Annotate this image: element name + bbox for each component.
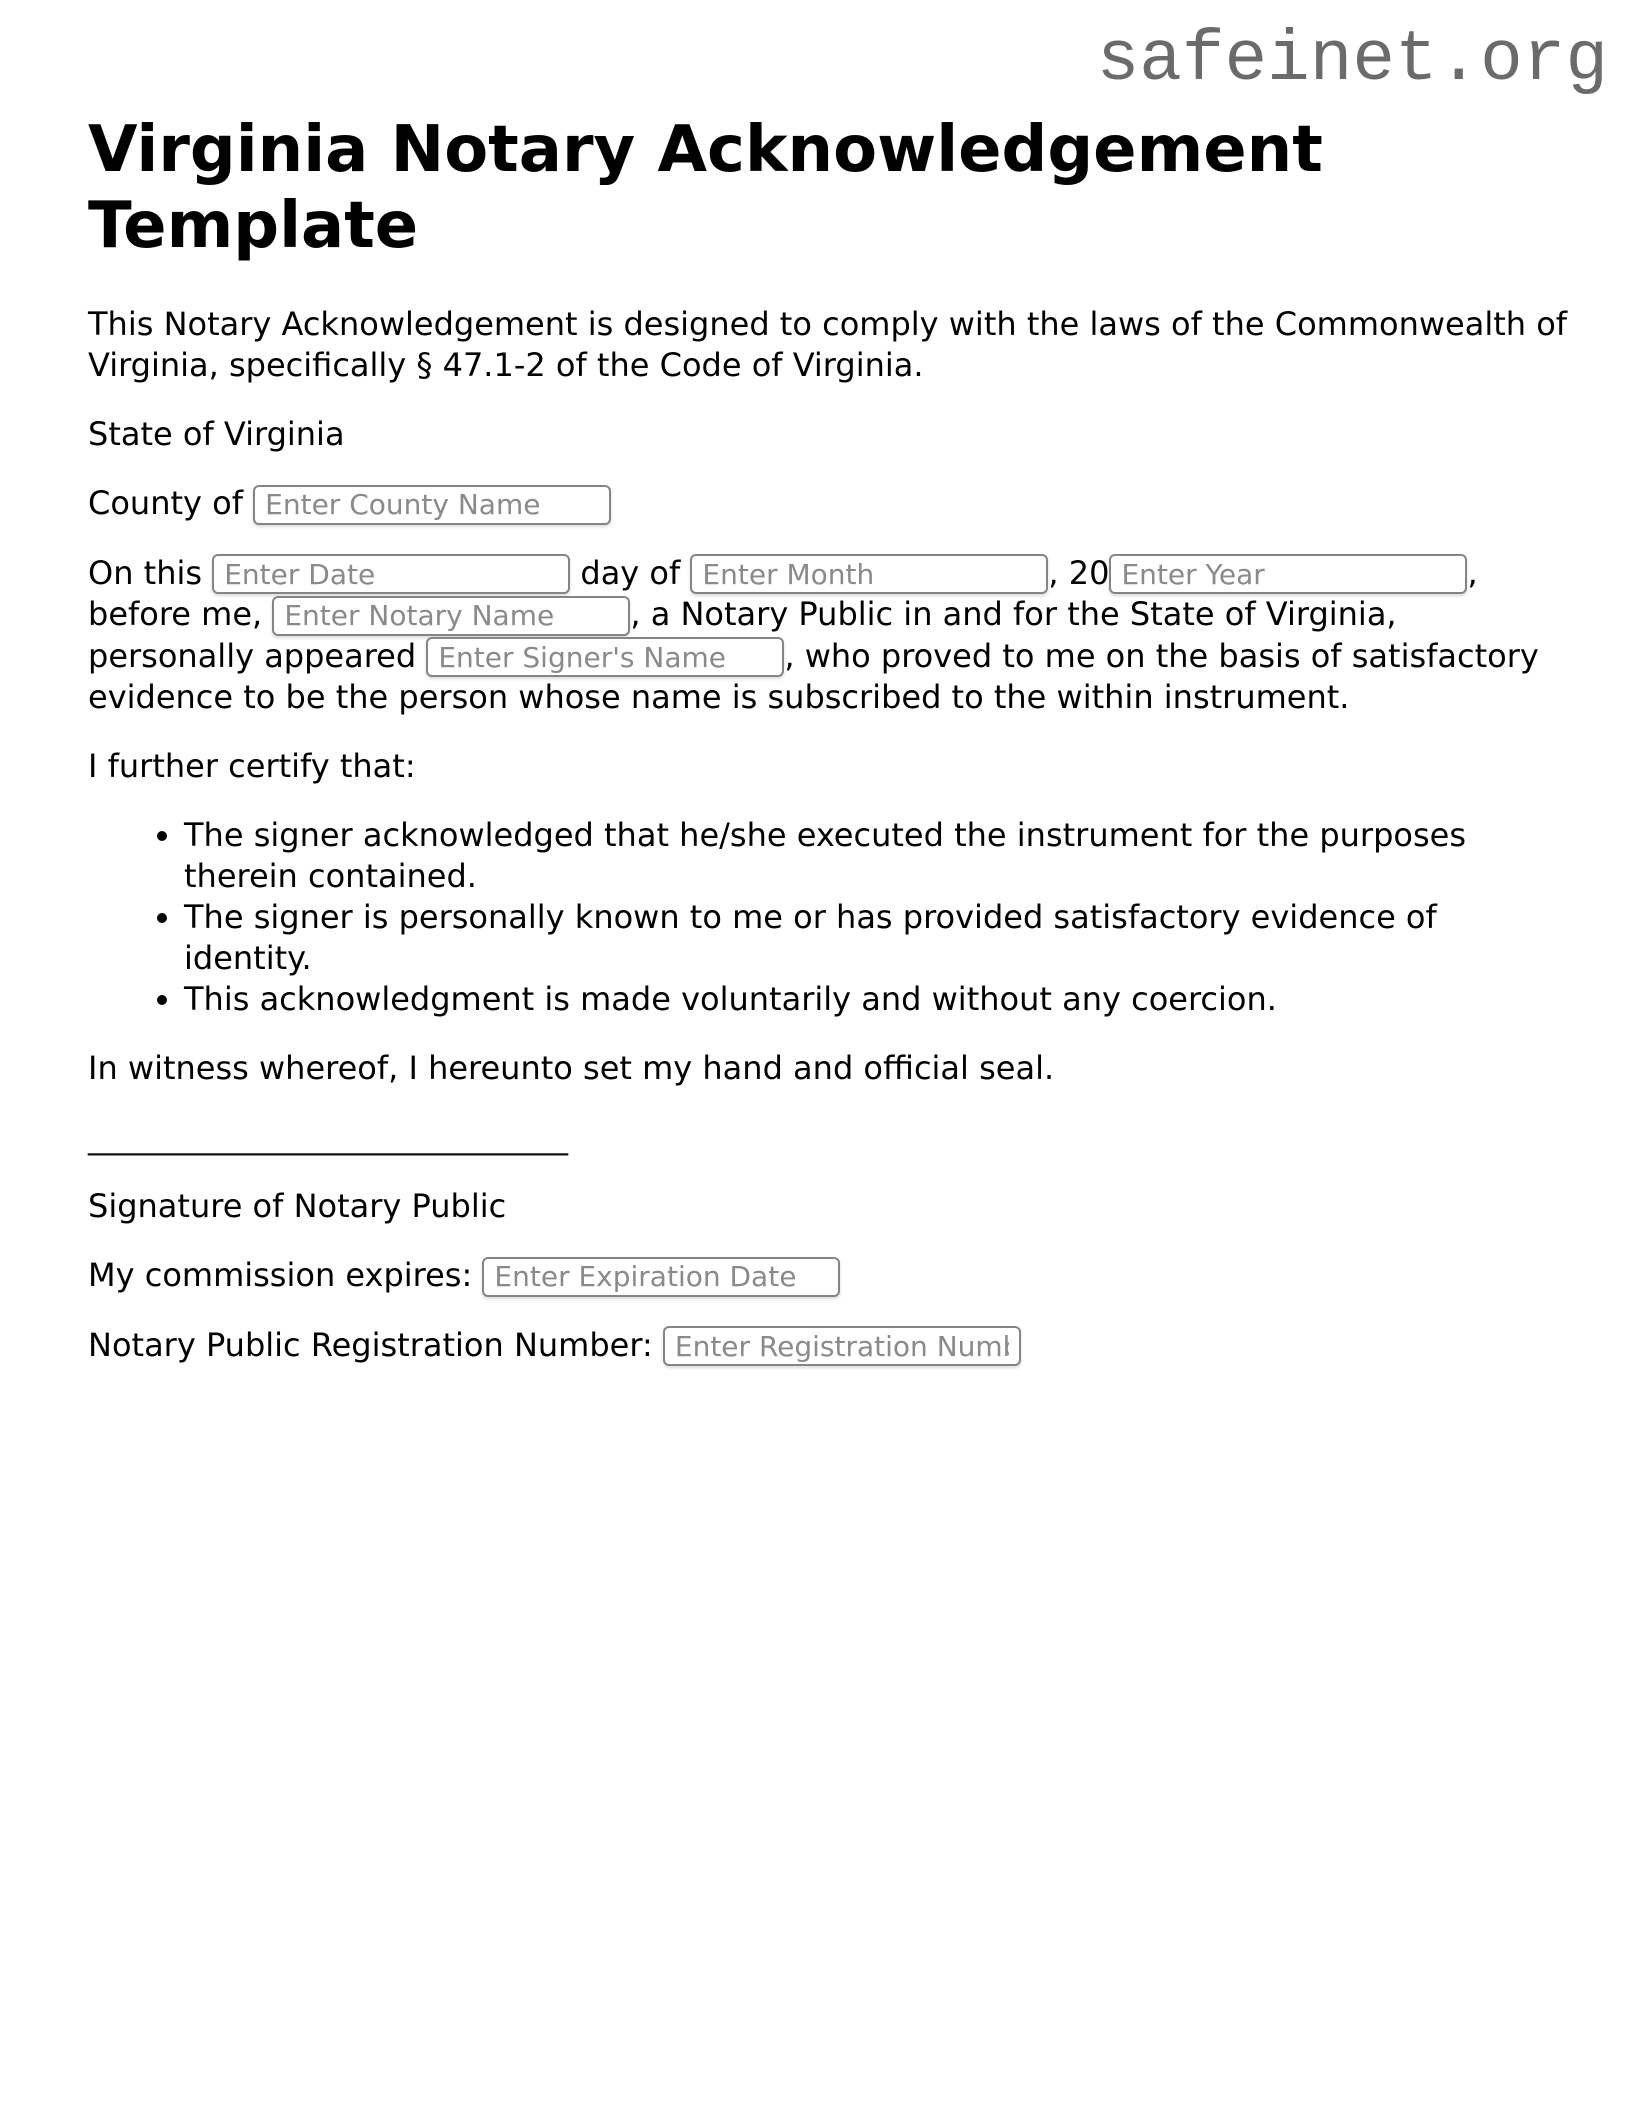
notary-name-input[interactable] [272,596,630,636]
month-input[interactable] [690,554,1048,594]
state-line: State of Virginia [88,415,345,453]
commission-label: My commission expires: [88,1256,473,1294]
registration-label: Notary Public Registration Number: [88,1325,653,1364]
day-of-text: day of [580,553,681,592]
signature-line-row [88,1117,1568,1158]
witness-line: In witness whereof, I hereunto set my hand and official seal. [88,1049,1055,1087]
county-input[interactable] [253,485,611,525]
registration-line [88,1325,1568,1367]
comma-20-text: , 20 [1048,553,1110,592]
signer-name-input[interactable] [426,637,784,677]
year-input[interactable] [1109,554,1467,594]
certification-item: • The signer is personally known to me or has provided satisfactory evidence of identity. [184,897,1568,979]
county-label: County of [88,484,243,522]
signature-label: Signature of Notary Public [88,1187,507,1225]
closing-clause-text: , who proved to me on the basis of satisfactory evidence to be the person whose name is subscribed to the within instrument. [88,636,1539,716]
certification-item: • This acknowledgment is made voluntarily and without any coercion. [184,979,1568,1020]
comma-text: , [1467,553,1478,592]
page-title: Virginia Notary Acknowledgement Template [88,113,1323,263]
date-input[interactable] [212,554,570,594]
certification-list [88,815,1568,1020]
signature-line: ______________________________ [88,1118,568,1156]
county-line [88,483,1568,525]
commission-expiration-input[interactable] [482,1257,840,1297]
commission-line [88,1255,1568,1297]
acknowledgement-paragraph [88,553,1568,719]
before-me-text: before me, [88,595,263,633]
certification-item: • The signer acknowledged that he/she executed the instrument for the purposes therein contained. [184,815,1568,897]
registration-number-input[interactable] [663,1326,1021,1366]
certify-heading: I further certify that: [88,747,416,785]
site-logo: safeinet.org [1096,21,1608,101]
intro-paragraph: This Notary Acknowledgement is designed to comply with the laws of the Commonwealth of Virginia, specifically § 47.1-2 of the Code of Virginia. [88,305,1568,384]
notary-clause-text: , a Notary Public in and for the State of Virginia, personally appeared [88,595,1397,675]
on-this-text: On this [88,553,203,592]
